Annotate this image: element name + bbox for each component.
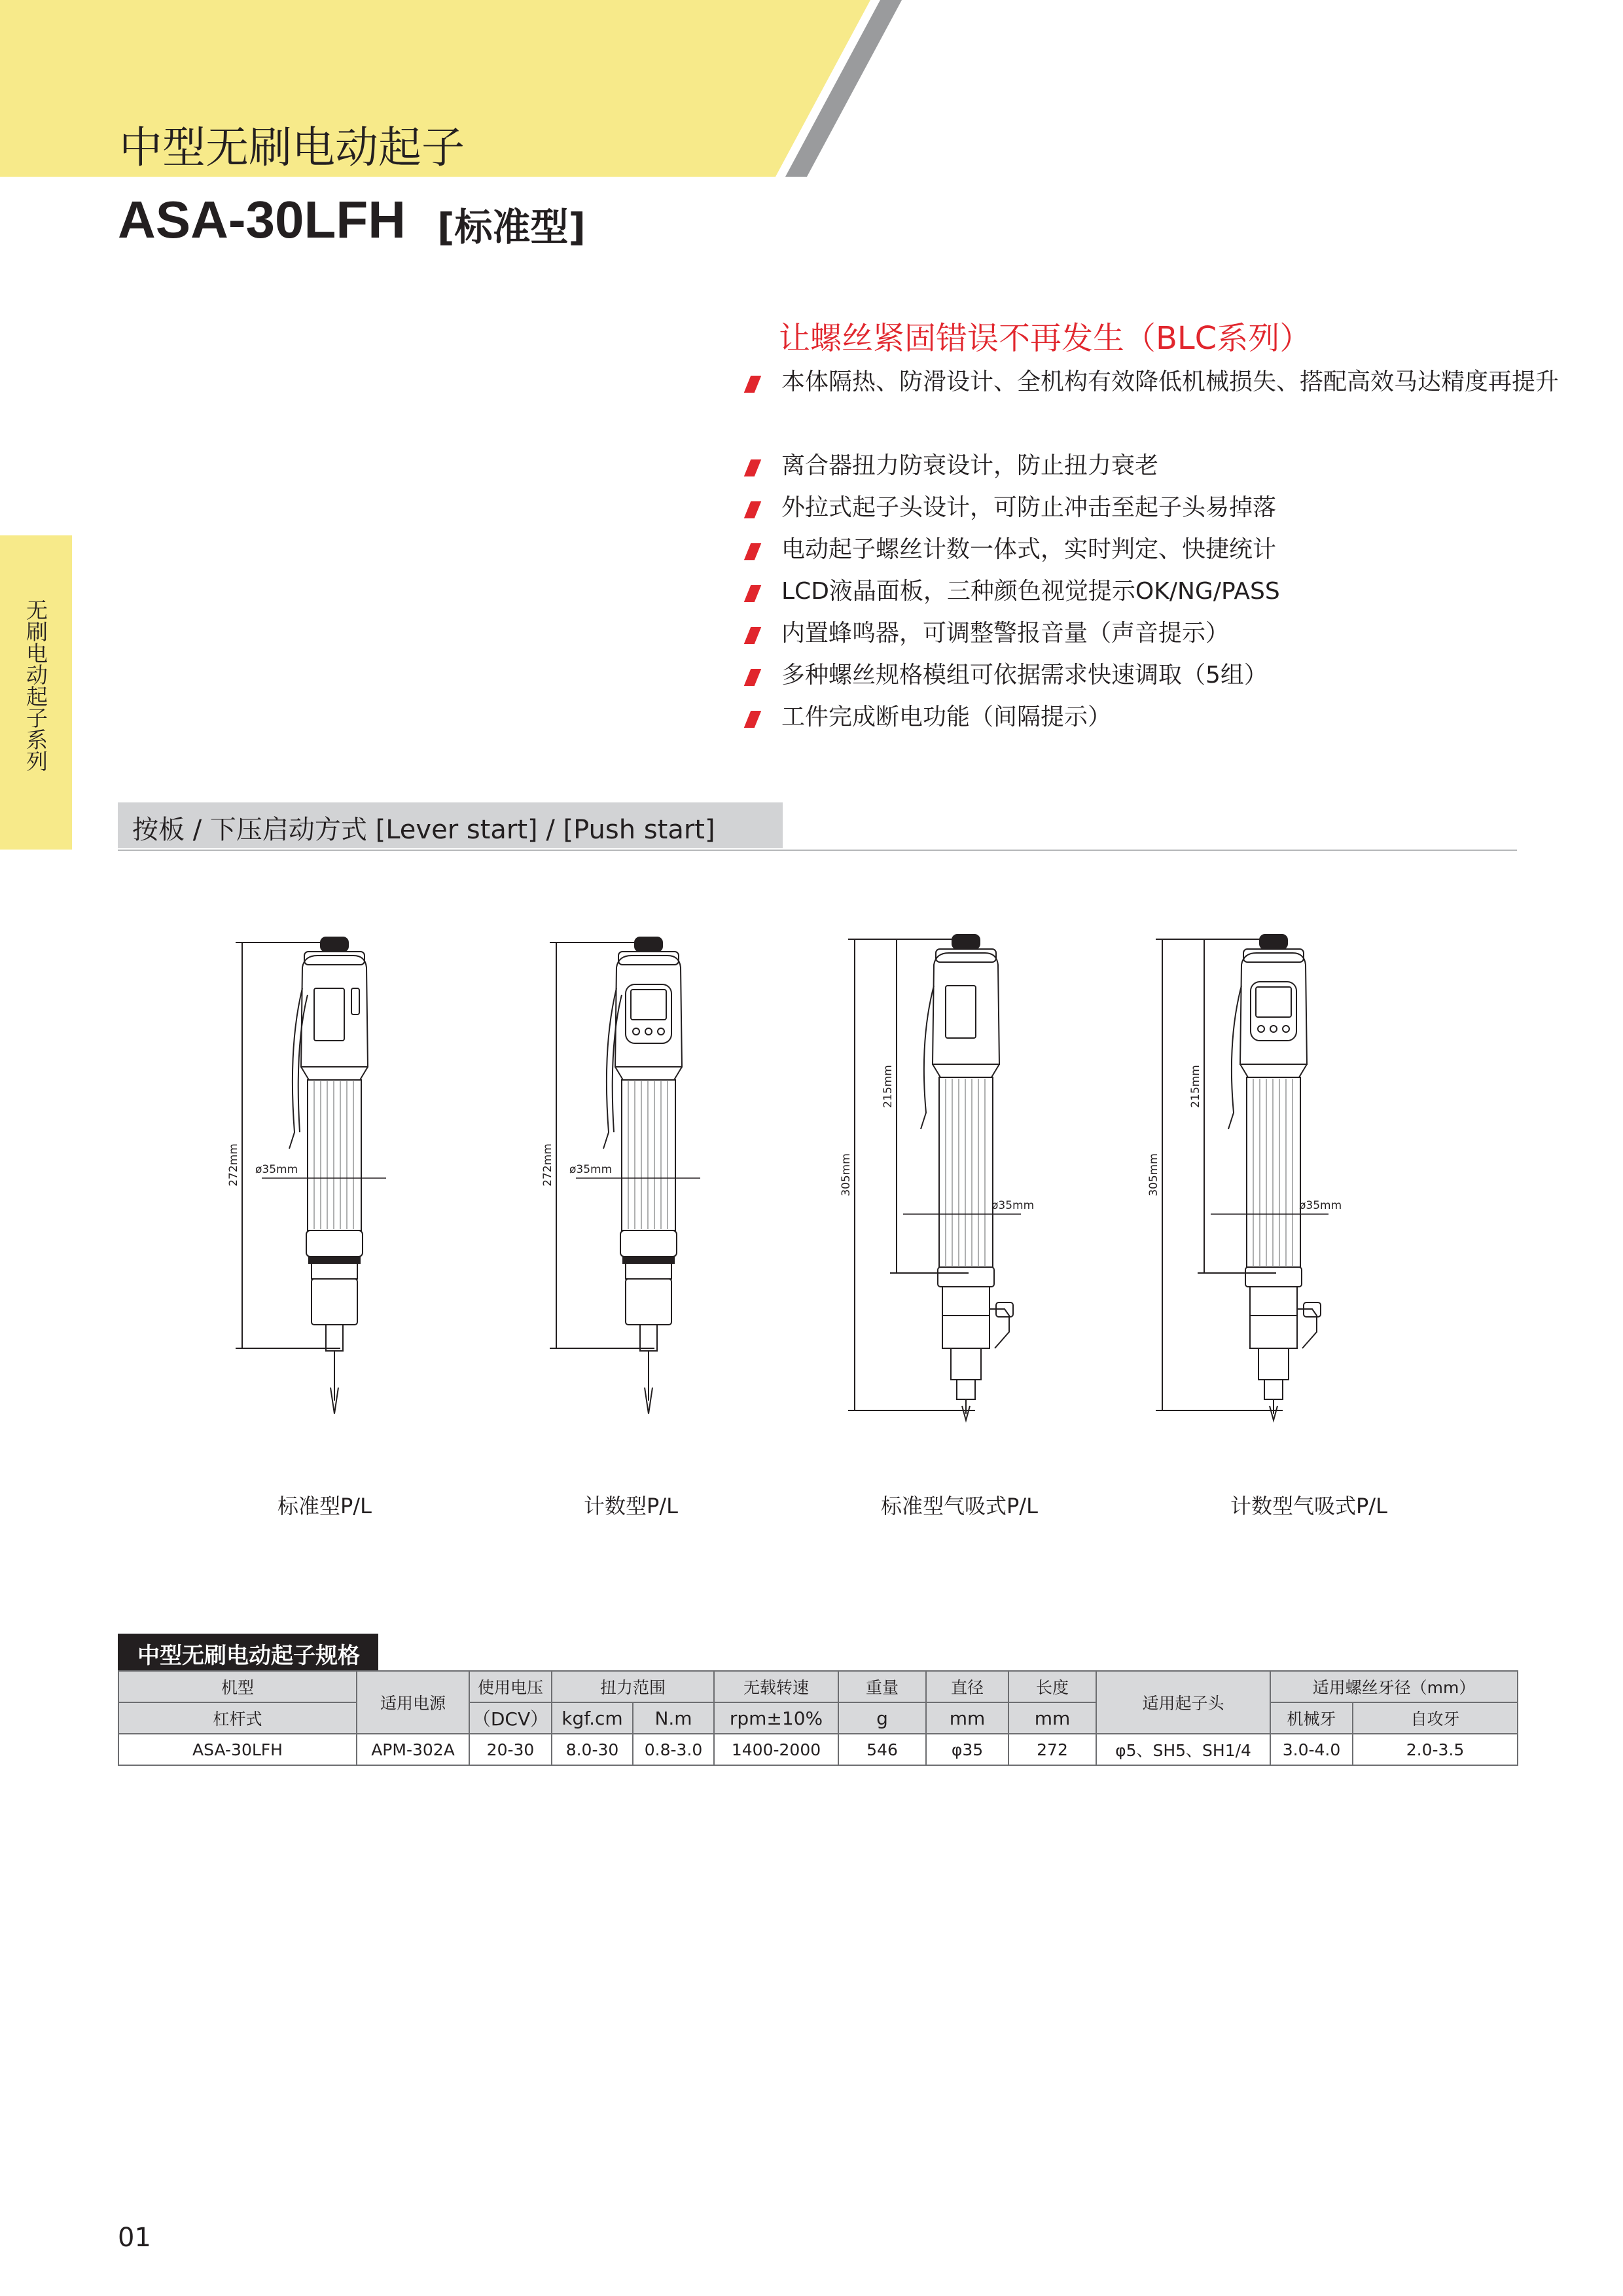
feature-text: 离合器扭力防衰设计，防止扭力衰老 xyxy=(781,452,1159,479)
diameter-dimension: ø35mm xyxy=(991,1199,1035,1212)
header-model: 机型 xyxy=(118,1671,357,1702)
red-slash-icon xyxy=(744,459,762,476)
model-title: ASA-30LFH xyxy=(118,190,406,249)
header-weight: 重量 xyxy=(838,1671,926,1702)
cell-bit: φ5、SH5、SH1/4 xyxy=(1096,1734,1270,1765)
drawing-counting-air-pl xyxy=(1147,935,1342,1420)
header-torque-kgf: kgf.cm xyxy=(552,1702,633,1734)
cell-torque-nm: 0.8-3.0 xyxy=(633,1734,714,1765)
inner-dimension: 215mm xyxy=(882,1065,895,1108)
red-slash-icon xyxy=(744,585,762,602)
header-voltage: 使用电压 xyxy=(469,1671,552,1702)
feature-text: 本体隔热、防滑设计、全机构有效降低机械损失、搭配高效马达精度再提升 xyxy=(781,368,1560,395)
header-weight-unit: g xyxy=(838,1702,926,1734)
drawing-caption: 标准型气吸式P/L xyxy=(881,1494,1038,1518)
table-row xyxy=(118,1734,1518,1765)
header-length: 长度 xyxy=(1008,1671,1096,1702)
header-voltage-unit: （DCV） xyxy=(469,1702,552,1734)
feature-text: 工件完成断电功能（间隔提示） xyxy=(781,704,1112,730)
header-power: 适用电源 xyxy=(357,1671,469,1734)
header-screw-tap: 自攻牙 xyxy=(1353,1702,1518,1734)
cell-screw-machine: 3.0-4.0 xyxy=(1270,1734,1353,1765)
cell-voltage: 20-30 xyxy=(469,1734,552,1765)
drawing-counting-pl xyxy=(541,937,700,1414)
header-speed-unit: rpm±10% xyxy=(714,1702,838,1734)
cell-speed: 1400-2000 xyxy=(714,1734,838,1765)
diameter-dimension: ø35mm xyxy=(1299,1199,1342,1212)
feature-text: 内置蜂鸣器，可调整警报音量（声音提示） xyxy=(781,620,1230,647)
header-screw: 适用螺丝牙径（mm） xyxy=(1270,1671,1518,1702)
diameter-dimension: ø35mm xyxy=(255,1163,298,1176)
section-title: 按板 / 下压启动方式 [Lever start] / [Push start] xyxy=(132,815,715,845)
cell-model: ASA-30LFH xyxy=(118,1734,357,1765)
cell-weight: 546 xyxy=(838,1734,926,1765)
length-dimension: 272mm xyxy=(541,1143,554,1187)
length-dimension: 272mm xyxy=(227,1143,240,1187)
drawing-standard-pl xyxy=(227,937,386,1414)
header-torque: 扭力范围 xyxy=(552,1671,714,1702)
length-dimension: 305mm xyxy=(840,1153,853,1196)
model-type-label: [标准型] xyxy=(437,205,586,249)
feature-text: 多种螺丝规格模组可依据需求快速调取（5组） xyxy=(781,662,1268,689)
feature-heading: 让螺丝紧固错误不再发生（BLC系列） xyxy=(779,320,1311,357)
drawing-caption: 计数型气吸式P/L xyxy=(1230,1494,1387,1518)
cell-power: APM-302A xyxy=(357,1734,469,1765)
inner-dimension: 215mm xyxy=(1189,1065,1202,1108)
screwdriver-drawings xyxy=(196,916,1472,1473)
cell-length: 272 xyxy=(1008,1734,1096,1765)
header-length-unit: mm xyxy=(1008,1702,1096,1734)
red-slash-icon xyxy=(744,501,762,518)
series-title: 中型无刷电动起子 xyxy=(119,122,465,173)
feature-text: 外拉式起子头设计，可防止冲击至起子头易掉落 xyxy=(781,494,1277,521)
red-slash-icon xyxy=(744,376,762,393)
header-speed: 无载转速 xyxy=(714,1671,838,1702)
spec-table-title: 中型无刷电动起子规格 xyxy=(137,1643,360,1669)
red-slash-icon xyxy=(744,711,762,728)
header-diameter-unit: mm xyxy=(926,1702,1008,1734)
header-screw-machine: 机械牙 xyxy=(1270,1702,1353,1734)
red-slash-icon xyxy=(744,669,762,686)
spec-table xyxy=(118,1670,1518,1766)
diameter-dimension: ø35mm xyxy=(569,1163,613,1176)
spec-subheader-row xyxy=(118,1702,1518,1734)
length-dimension: 305mm xyxy=(1147,1153,1160,1196)
drawing-standard-air-pl xyxy=(840,935,1034,1420)
header-model-sub: 杠杆式 xyxy=(118,1702,357,1734)
side-tab-label: 无刷电动起子系列 xyxy=(23,599,48,772)
feature-text: LCD液晶面板，三种颜色视觉提示OK/NG/PASS xyxy=(781,578,1280,605)
cell-diameter: φ35 xyxy=(926,1734,1008,1765)
header-torque-nm: N.m xyxy=(633,1702,714,1734)
drawing-caption: 计数型P/L xyxy=(584,1494,678,1518)
page-number: 01 xyxy=(118,2223,151,2253)
cell-screw-tap: 2.0-3.5 xyxy=(1353,1734,1518,1765)
header-bit: 适用起子头 xyxy=(1096,1671,1270,1734)
spec-header-row xyxy=(118,1671,1518,1702)
red-slash-icon xyxy=(744,627,762,644)
red-slash-icon xyxy=(744,543,762,560)
header-diameter: 直径 xyxy=(926,1671,1008,1702)
cell-torque-kgf: 8.0-30 xyxy=(552,1734,633,1765)
section-divider xyxy=(118,850,1517,851)
feature-text: 电动起子螺丝计数一体式，实时判定、快捷统计 xyxy=(781,536,1277,563)
drawing-caption: 标准型P/L xyxy=(277,1494,372,1518)
